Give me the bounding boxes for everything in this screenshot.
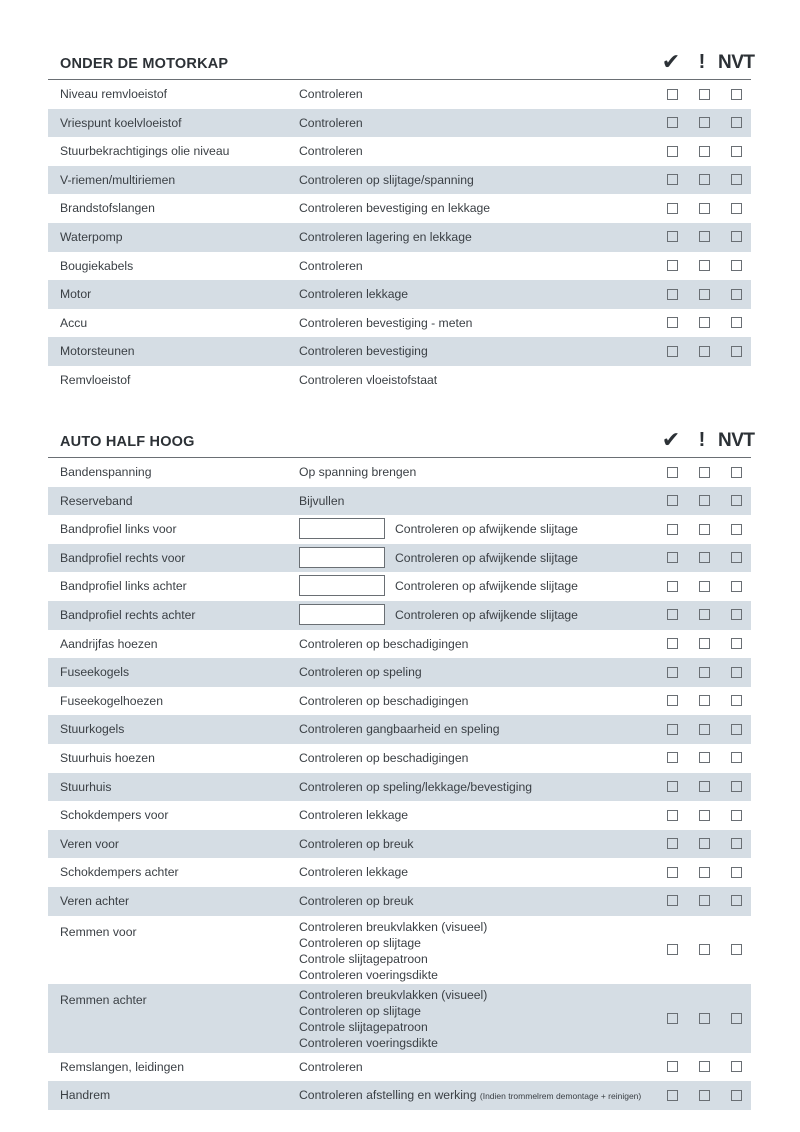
action-label: Controleren xyxy=(299,115,363,130)
checklist-row xyxy=(48,1053,751,1082)
section-title: AUTO HALF HOOG xyxy=(60,434,195,450)
attention-checkbox[interactable] xyxy=(699,231,710,242)
nvt-checkbox[interactable] xyxy=(731,581,742,592)
action-label: Controleren xyxy=(299,144,363,159)
action-lines xyxy=(299,987,487,1051)
ok-checkbox[interactable] xyxy=(667,944,678,955)
ok-checkbox[interactable] xyxy=(667,667,678,678)
item-label: Reserveband xyxy=(60,493,133,508)
action-label: Controleren xyxy=(299,87,363,101)
ok-checkbox[interactable] xyxy=(667,581,678,592)
item-label: Remslangen, leidingen xyxy=(60,1059,184,1074)
attention-checkbox[interactable] xyxy=(699,146,710,157)
ok-checkbox[interactable] xyxy=(667,695,678,706)
ok-checkbox[interactable] xyxy=(667,638,678,649)
attention-checkbox[interactable] xyxy=(699,1013,710,1024)
checklist-row xyxy=(48,572,751,601)
attention-checkbox[interactable] xyxy=(699,638,710,649)
action-line: Controle slijtagepatroon xyxy=(299,951,428,966)
ok-checkbox[interactable] xyxy=(667,524,678,535)
action-line: Controleren breukvlakken (visueel) xyxy=(299,919,488,934)
checklist-row xyxy=(48,337,751,366)
item-label: Motorsteunen xyxy=(60,344,135,359)
checklist-row xyxy=(48,687,751,716)
tread-depth-input[interactable] xyxy=(299,575,385,596)
action-label: Controleren bevestiging en lekkage xyxy=(299,201,491,216)
attention-checkbox[interactable] xyxy=(699,89,710,100)
action-label: Controleren op afwijkende slijtage xyxy=(395,607,578,622)
nvt-checkbox[interactable] xyxy=(731,524,742,535)
ok-checkbox[interactable] xyxy=(667,867,678,878)
ok-checkbox[interactable] xyxy=(667,317,678,328)
checklist-row xyxy=(48,744,751,773)
checklist-row xyxy=(48,773,751,802)
tread-depth-input[interactable] xyxy=(299,518,385,539)
action-label: Controleren op breuk xyxy=(299,836,414,851)
attention-checkbox[interactable] xyxy=(699,581,710,592)
attention-checkbox[interactable] xyxy=(699,117,710,128)
item-label: Veren achter xyxy=(60,893,130,908)
ok-checkbox[interactable] xyxy=(667,724,678,735)
item-label: Aandrijfas hoezen xyxy=(60,636,158,651)
ok-checkbox[interactable] xyxy=(667,1061,678,1072)
nvt-checkbox[interactable] xyxy=(731,609,742,620)
attention-checkbox[interactable] xyxy=(699,203,710,214)
checklist-row xyxy=(48,309,751,338)
checklist-row xyxy=(48,1081,751,1110)
checklist-row xyxy=(48,887,751,916)
nvt-checkbox[interactable] xyxy=(731,867,742,878)
action-label: Controleren op beschadigingen xyxy=(299,636,469,651)
checklist-row xyxy=(48,515,751,544)
nvt-checkbox[interactable] xyxy=(731,1090,742,1101)
ok-checkbox[interactable] xyxy=(667,346,678,357)
ok-checkbox[interactable] xyxy=(667,495,678,506)
nvt-checkbox[interactable] xyxy=(731,346,742,357)
nvt-checkbox[interactable] xyxy=(731,752,742,763)
nvt-checkbox[interactable] xyxy=(731,838,742,849)
attention-checkbox[interactable] xyxy=(699,1090,710,1101)
action-line: Controleren op slijtage xyxy=(299,935,421,950)
checklist-row xyxy=(48,858,751,887)
attention-checkbox[interactable] xyxy=(699,524,710,535)
nvt-checkbox[interactable] xyxy=(731,895,742,906)
action-line: Controleren voeringsdikte xyxy=(299,967,438,982)
action-label: Controleren lekkage xyxy=(299,287,409,302)
nvt-checkbox[interactable] xyxy=(731,695,742,706)
nvt-checkbox[interactable] xyxy=(731,146,742,157)
nvt-checkbox[interactable] xyxy=(731,495,742,506)
item-label: Schokdempers achter xyxy=(60,865,179,880)
checklist-row xyxy=(48,601,751,630)
action-label: Controleren xyxy=(299,258,363,273)
attention-checkbox[interactable] xyxy=(699,695,710,706)
checklist-row xyxy=(48,194,751,223)
action-label: Controleren op breuk xyxy=(299,893,414,908)
action-label: Controleren op afwijkende slijtage xyxy=(395,550,578,565)
action-label: Controleren op afwijkende slijtage xyxy=(395,579,578,594)
action-line: Controle slijtagepatroon xyxy=(299,1020,428,1034)
item-label: Waterpomp xyxy=(60,229,123,244)
action-label: Controleren xyxy=(299,1059,363,1074)
action-label: Bijvullen xyxy=(299,493,345,508)
item-label: Handrem xyxy=(60,1088,111,1103)
checklist-row xyxy=(48,166,751,195)
attention-checkbox[interactable] xyxy=(699,289,710,300)
ok-checkbox[interactable] xyxy=(667,117,678,128)
action-label: Controleren op speling xyxy=(299,665,422,680)
action-label: Controleren op slijtage/spanning xyxy=(299,172,474,187)
ok-checkbox[interactable] xyxy=(667,1013,678,1024)
attention-checkbox[interactable] xyxy=(699,895,710,906)
checklist-row xyxy=(48,630,751,659)
action-label: Controleren op afwijkende slijtage xyxy=(395,522,578,537)
tread-depth-input[interactable] xyxy=(299,604,385,625)
attention-checkbox[interactable] xyxy=(699,317,710,328)
nvt-checkbox[interactable] xyxy=(731,1061,742,1072)
ok-checkbox[interactable] xyxy=(667,752,678,763)
attention-checkbox[interactable] xyxy=(699,346,710,357)
action-label: Controleren lekkage xyxy=(299,865,409,880)
item-label: Bandprofiel links achter xyxy=(60,579,187,594)
ok-checkbox[interactable] xyxy=(667,289,678,300)
checklist-row xyxy=(48,916,751,985)
checklist-row xyxy=(48,280,751,309)
action-lines xyxy=(299,919,487,983)
action-label: Controleren lagering en lekkage xyxy=(299,229,472,244)
attention-checkbox[interactable] xyxy=(699,260,710,271)
action-label: Controleren lekkage xyxy=(299,808,409,823)
action-label: Controleren bevestiging xyxy=(299,344,428,359)
column-check-icon: ✔ xyxy=(661,427,681,452)
ok-checkbox[interactable] xyxy=(667,609,678,620)
ok-checkbox[interactable] xyxy=(667,260,678,271)
action-label: Controleren op speling/lekkage/bevestiging xyxy=(299,779,533,794)
checklist-row xyxy=(48,252,751,281)
attention-checkbox[interactable] xyxy=(699,467,710,478)
nvt-checkbox[interactable] xyxy=(731,552,742,563)
action-label: Op spanning brengen xyxy=(299,465,417,479)
attention-checkbox[interactable] xyxy=(699,495,710,506)
ok-checkbox[interactable] xyxy=(667,203,678,214)
nvt-checkbox[interactable] xyxy=(731,724,742,735)
column-attention-header: ! xyxy=(698,51,706,73)
item-label: Remvloeistof xyxy=(60,372,131,387)
action-line: Controleren breukvlakken (visueel) xyxy=(299,988,488,1002)
attention-checkbox[interactable] xyxy=(699,781,710,792)
item-label: Vriespunt koelvloeistof xyxy=(60,115,182,130)
checklist-row xyxy=(48,366,751,395)
action-label: Controleren op beschadigingen xyxy=(299,750,469,765)
tread-depth-input[interactable] xyxy=(299,547,385,568)
nvt-checkbox[interactable] xyxy=(731,810,742,821)
item-label: Bandprofiel links voor xyxy=(60,522,177,537)
attention-checkbox[interactable] xyxy=(699,667,710,678)
checklist-row xyxy=(48,137,751,166)
nvt-checkbox[interactable] xyxy=(731,667,742,678)
nvt-checkbox[interactable] xyxy=(731,317,742,328)
nvt-checkbox[interactable] xyxy=(731,638,742,649)
item-label: Stuurbekrachtigings olie niveau xyxy=(60,144,230,159)
ok-checkbox[interactable] xyxy=(667,1090,678,1101)
nvt-checkbox[interactable] xyxy=(731,174,742,185)
nvt-checkbox[interactable] xyxy=(731,117,742,128)
ok-checkbox[interactable] xyxy=(667,552,678,563)
section-onder-de-motorkap xyxy=(48,49,755,395)
item-label: Stuurhuis xyxy=(60,779,112,794)
checklist-row xyxy=(48,487,751,516)
attention-checkbox[interactable] xyxy=(699,838,710,849)
action-label: Controleren bevestiging - meten xyxy=(299,315,473,330)
checklist-row xyxy=(48,658,751,687)
item-label: Fuseekogelhoezen xyxy=(60,693,163,708)
ok-checkbox[interactable] xyxy=(667,146,678,157)
checklist-row xyxy=(48,109,751,138)
attention-checkbox[interactable] xyxy=(699,944,710,955)
action-note: (Indien trommelrem demontage + reinigen) xyxy=(479,1091,642,1102)
nvt-checkbox[interactable] xyxy=(731,944,742,955)
item-label: Fuseekogels xyxy=(60,665,130,680)
ok-checkbox[interactable] xyxy=(667,895,678,906)
attention-checkbox[interactable] xyxy=(699,810,710,821)
item-label: Bougiekabels xyxy=(60,258,134,273)
checklist-row xyxy=(48,801,751,830)
section-header xyxy=(48,49,755,80)
item-label: Bandenspanning xyxy=(60,465,152,479)
checklist-row xyxy=(48,830,751,859)
column-nvt-header: NVT xyxy=(718,52,755,73)
column-nvt-header: NVT xyxy=(718,430,755,451)
action-line: Controleren voeringsdikte xyxy=(299,1036,438,1050)
nvt-checkbox[interactable] xyxy=(731,467,742,478)
item-label: Schokdempers voor xyxy=(60,808,169,823)
attention-checkbox[interactable] xyxy=(699,724,710,735)
item-label: Niveau remvloeistof xyxy=(60,87,168,101)
item-label: Motor xyxy=(60,287,92,302)
section-auto-half-hoog xyxy=(48,427,755,1110)
nvt-checkbox[interactable] xyxy=(731,260,742,271)
action-label xyxy=(299,1088,641,1102)
nvt-checkbox[interactable] xyxy=(731,203,742,214)
item-label: Remmen achter xyxy=(60,993,147,1007)
nvt-checkbox[interactable] xyxy=(731,231,742,242)
nvt-checkbox[interactable] xyxy=(731,781,742,792)
action-label: Controleren gangbaarheid en speling xyxy=(299,722,500,737)
attention-checkbox[interactable] xyxy=(699,174,710,185)
ok-checkbox[interactable] xyxy=(667,174,678,185)
action-label: Controleren vloeistofstaat xyxy=(299,372,438,387)
ok-checkbox[interactable] xyxy=(667,231,678,242)
attention-checkbox[interactable] xyxy=(699,1061,710,1072)
item-label: Stuurkogels xyxy=(60,722,125,737)
ok-checkbox[interactable] xyxy=(667,467,678,478)
ok-checkbox[interactable] xyxy=(667,89,678,100)
nvt-checkbox[interactable] xyxy=(731,89,742,100)
checklist-row xyxy=(48,223,751,252)
ok-checkbox[interactable] xyxy=(667,810,678,821)
section-header xyxy=(48,427,755,458)
column-check-icon: ✔ xyxy=(661,49,681,74)
checklist-row xyxy=(48,458,751,487)
ok-checkbox[interactable] xyxy=(667,838,678,849)
column-attention-header: ! xyxy=(698,429,706,451)
attention-checkbox[interactable] xyxy=(699,752,710,763)
item-label: Remmen voor xyxy=(60,924,137,939)
ok-checkbox[interactable] xyxy=(667,781,678,792)
checklist-row xyxy=(48,984,751,1053)
attention-checkbox[interactable] xyxy=(699,609,710,620)
action-text: Controleren afstelling en werking xyxy=(299,1088,477,1103)
section-title: ONDER DE MOTORKAP xyxy=(60,56,229,72)
item-label: Accu xyxy=(60,315,88,330)
action-line: Controleren op slijtage xyxy=(299,1004,421,1018)
item-label: Veren voor xyxy=(60,836,119,851)
item-label: Brandstofslangen xyxy=(60,201,155,216)
nvt-checkbox[interactable] xyxy=(731,289,742,300)
action-label: Controleren op beschadigingen xyxy=(299,693,469,708)
nvt-checkbox[interactable] xyxy=(731,1013,742,1024)
attention-checkbox[interactable] xyxy=(699,867,710,878)
checklist-row xyxy=(48,544,751,573)
item-label: Stuurhuis hoezen xyxy=(60,750,155,765)
item-label: V-riemen/multiriemen xyxy=(60,172,176,187)
item-label: Bandprofiel rechts achter xyxy=(60,607,196,622)
item-label: Bandprofiel rechts voor xyxy=(60,550,186,565)
checklist-row xyxy=(48,80,751,109)
attention-checkbox[interactable] xyxy=(699,552,710,563)
checklist-row xyxy=(48,715,751,744)
